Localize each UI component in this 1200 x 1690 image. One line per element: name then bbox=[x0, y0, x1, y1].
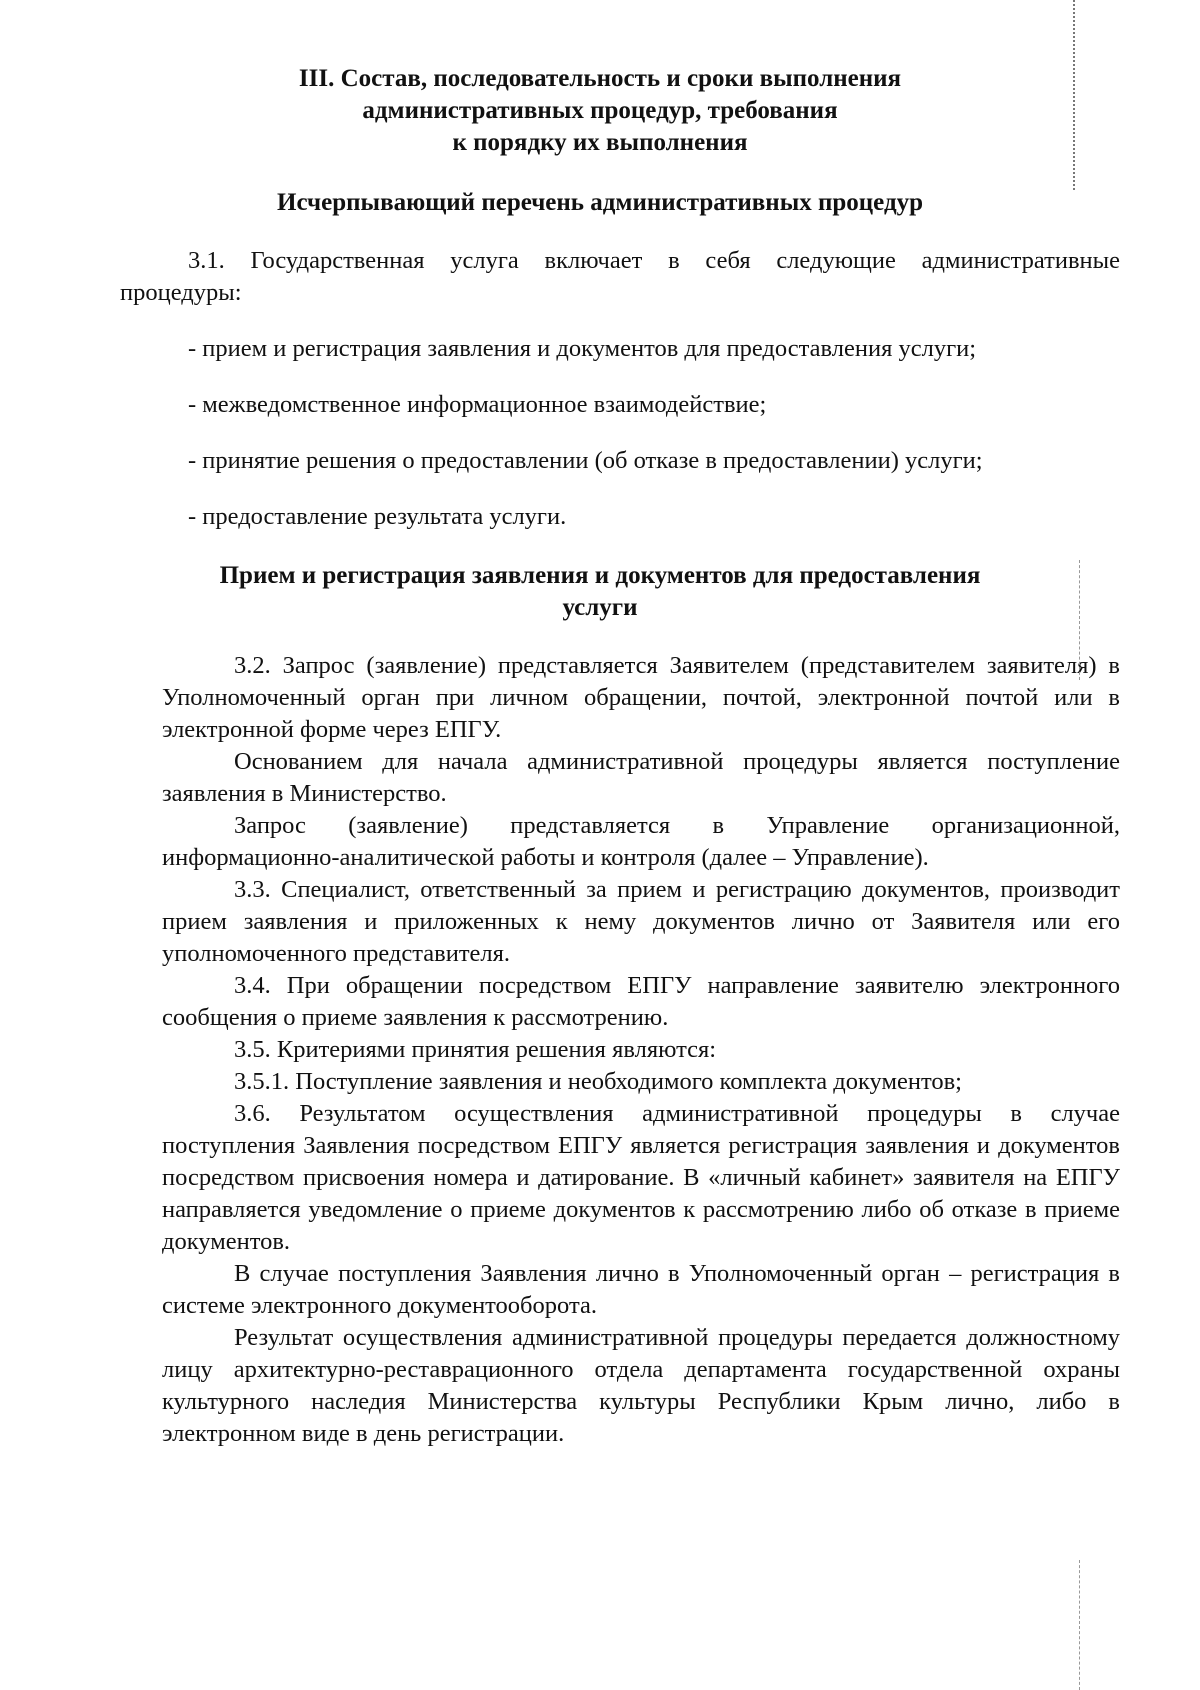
paragraph-request: Запрос (заявление) представляется в Управление организационной, информационно-аналитической работы и контроля (далее – Управление). bbox=[162, 812, 1120, 871]
list-item: - прием и регистрация заявления и документов для предоставления услуги; bbox=[188, 335, 977, 362]
subheading-procedures: Исчерпывающий перечень административных процедур bbox=[277, 189, 923, 216]
section-title bbox=[0, 63, 1200, 159]
paragraph-3-5: 3.5. Критериями принятия решения являются: bbox=[234, 1036, 717, 1063]
section-title-line-3: к порядку их выполнения bbox=[452, 129, 748, 156]
paragraph-3-6: 3.6. Результатом осуществления административной процедуры в случае поступления Заявления посредством ЕПГУ является регистрация заявления и документов посредством присвоения номера и датирование. В «личный кабинет» заявителя на ЕПГУ направляется уведомление о приеме документов к рассмотрению либо об отказе в приеме документов. bbox=[162, 1100, 1120, 1255]
paragraph-3-2: 3.2. Запрос (заявление) представляется Заявителем (представителем заявителя) в Уполномоченный орган при личном обращении, почтой, электронной почтой или в электронной форме через ЕПГУ. bbox=[162, 652, 1120, 743]
paragraph-in-person: В случае поступления Заявления лично в Уполномоченный орган – регистрация в системе электронного документооборота. bbox=[162, 1260, 1120, 1319]
paragraph-3-3: 3.3. Специалист, ответственный за прием и регистрацию документов, производит прием заявления и приложенных к нему документов лично от Заявителя или его уполномоченного представителя. bbox=[162, 876, 1120, 967]
scan-artifact bbox=[1079, 1560, 1110, 1690]
paragraph-3-1-line-2: процедуры: bbox=[120, 279, 242, 306]
section-title-line-1: III. Состав, последовательность и сроки выполнения bbox=[298, 65, 902, 92]
list-item: - межведомственное информационное взаимодействие; bbox=[188, 391, 767, 418]
paragraph-3-4: 3.4. При обращении посредством ЕПГУ направление заявителю электронного сообщения о приеме заявления к рассмотрению. bbox=[162, 972, 1120, 1031]
paragraph-result: Результат осуществления административной процедуры передается должностному лицу архитектурно-реставрационного отдела департамента государственной охраны культурного наследия Министерства культуры Республики Крым лично, либо в электронном виде в день регистрации. bbox=[162, 1324, 1120, 1447]
subheading-reception-line-2: услуги bbox=[562, 594, 638, 621]
list-item: - предоставление результата услуги. bbox=[188, 503, 567, 530]
section-title-line-2: административных процедур, требования bbox=[362, 97, 838, 124]
list-item: - принятие решения о предоставлении (об отказе в предоставлении) услуги; bbox=[188, 447, 983, 474]
subheading-reception-line-1: Прием и регистрация заявления и документов для предоставления bbox=[219, 562, 981, 589]
paragraph-basis: Основанием для начала административной процедуры является поступление заявления в Министерство. bbox=[162, 748, 1120, 807]
paragraph-3-1-line-1: 3.1. Государственная услуга включает в себя следующие административные bbox=[188, 247, 1120, 274]
subheading-reception bbox=[0, 560, 1200, 624]
paragraph-3-5-1: 3.5.1. Поступление заявления и необходимого комплекта документов; bbox=[234, 1068, 962, 1095]
